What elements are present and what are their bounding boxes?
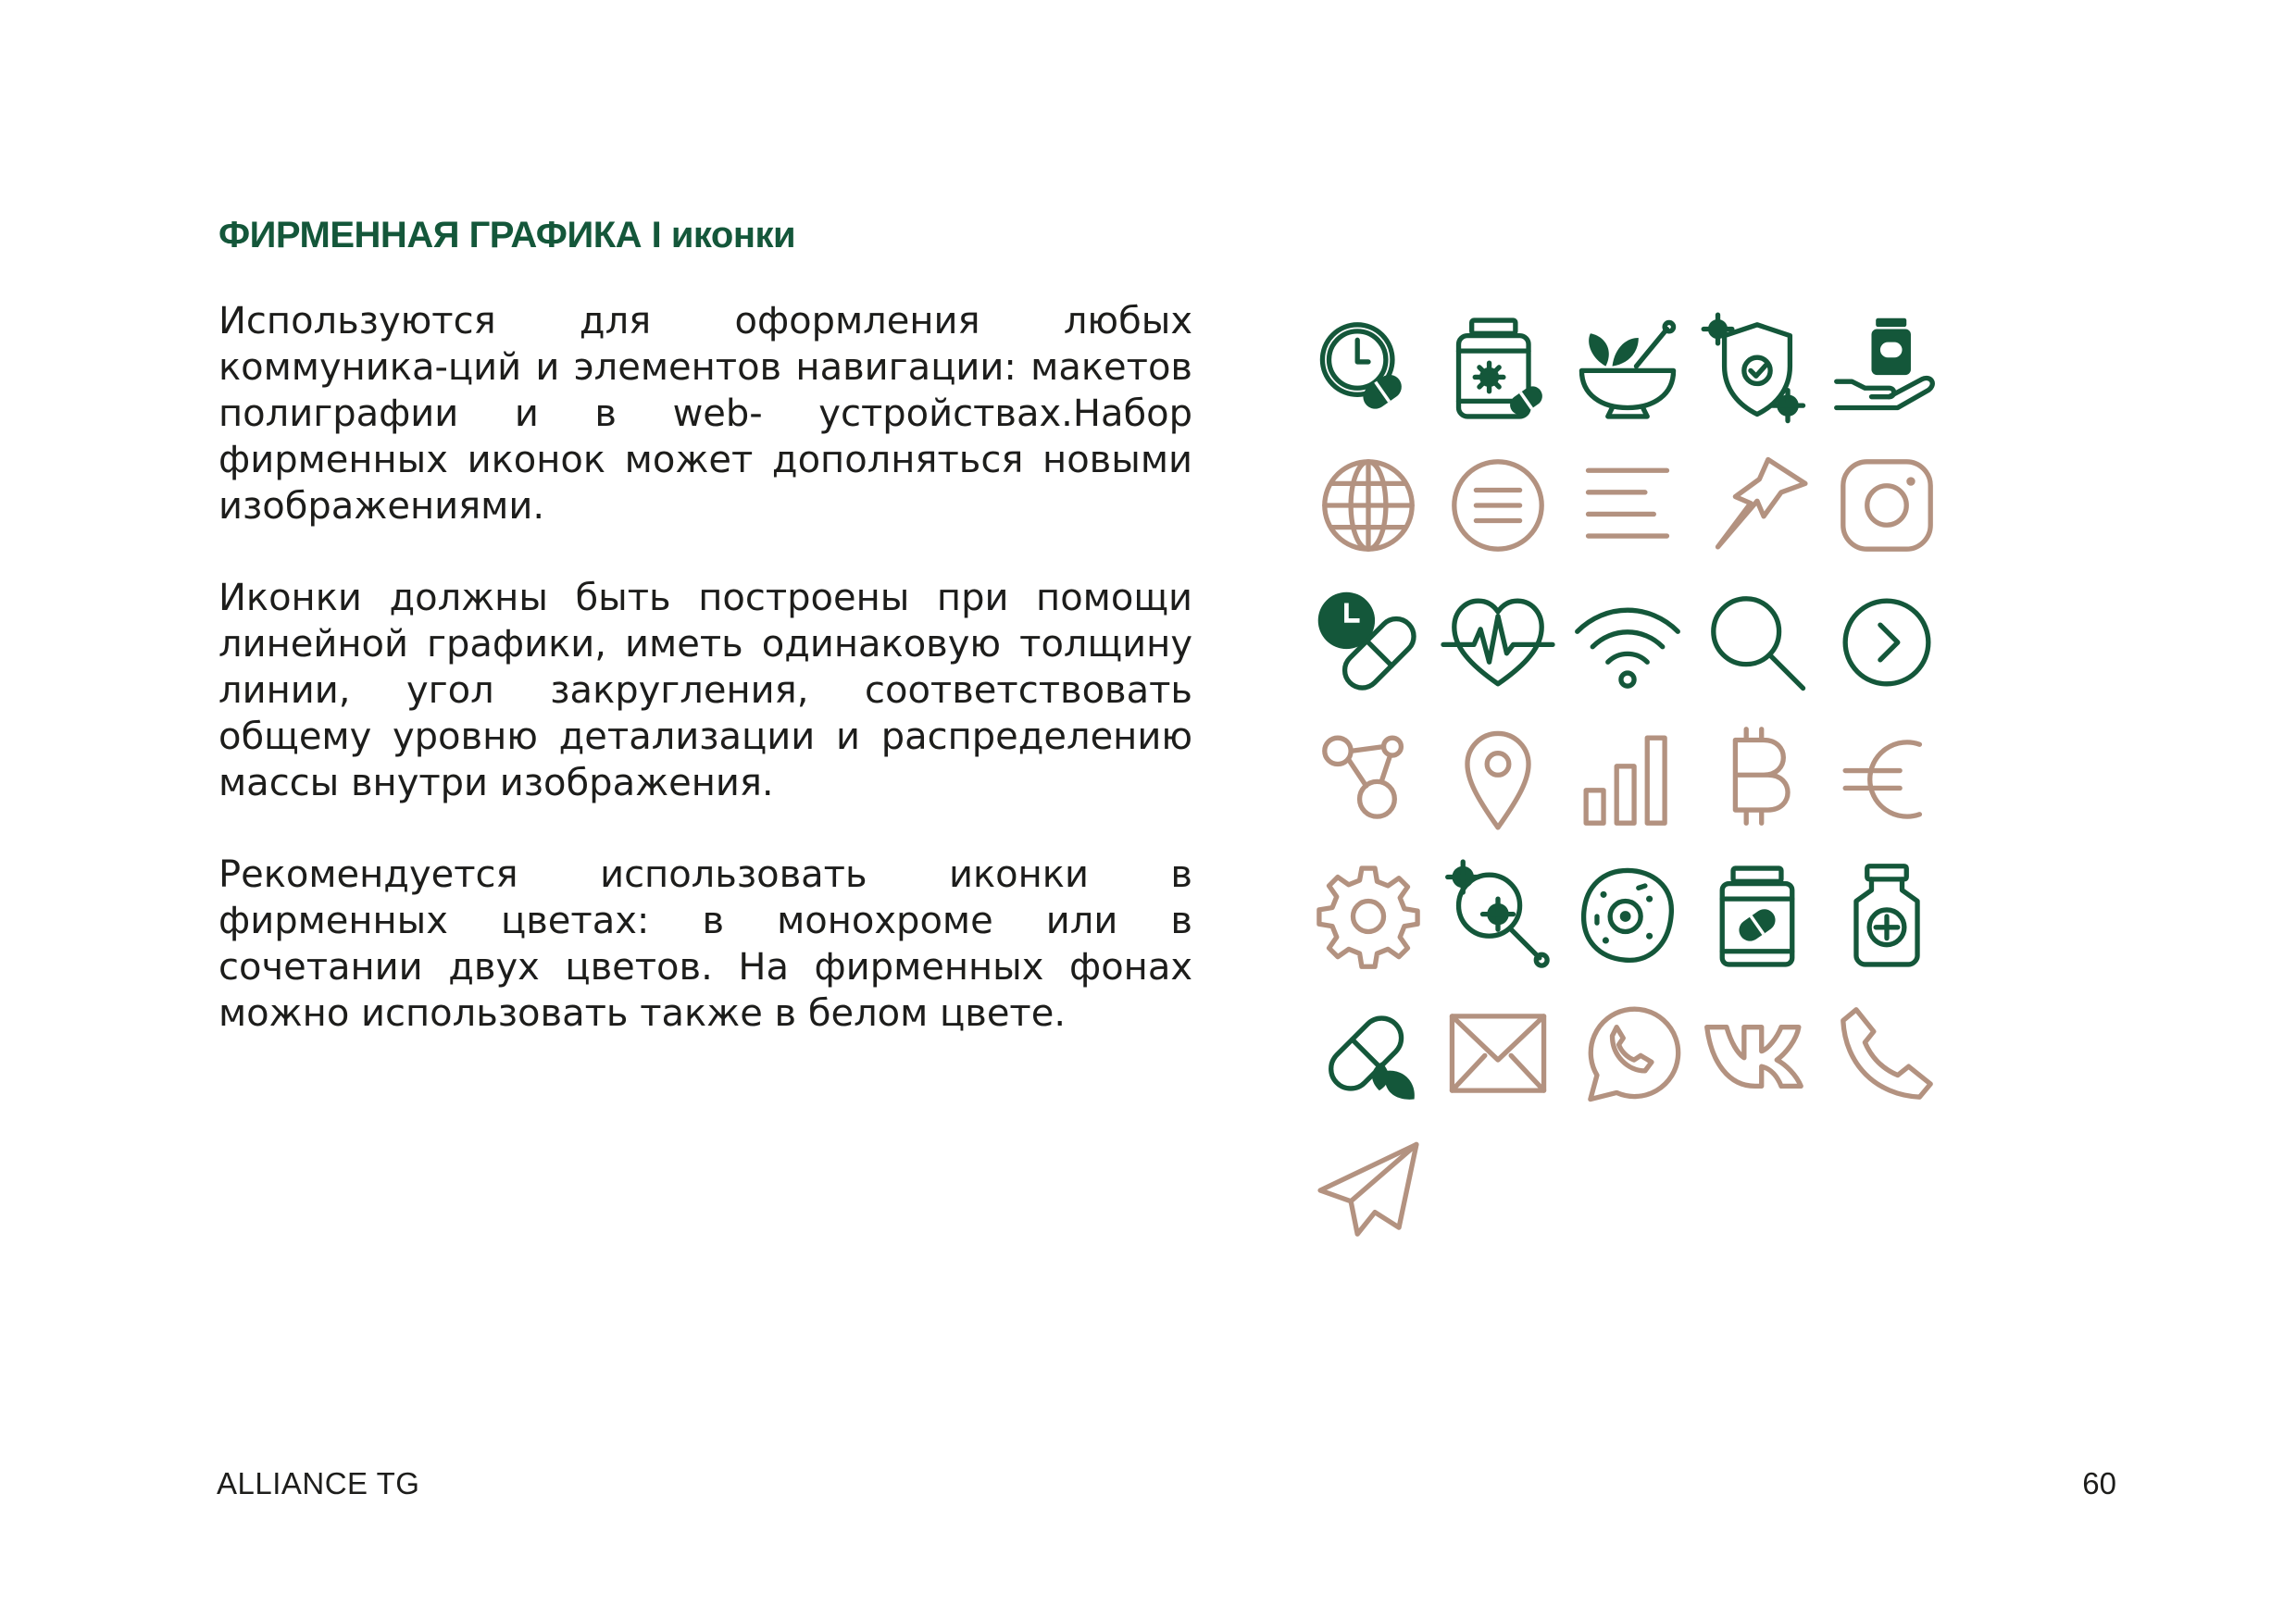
body-text (218, 298, 1192, 1082)
hand-jar-icon (1822, 300, 1952, 437)
clock-pill-icon (1304, 300, 1433, 437)
medicine-bottle-cross-icon (1822, 848, 1952, 985)
gear-icon (1304, 848, 1433, 985)
page-heading: ФИРМЕННАЯ ГРАФИКА I иконки (218, 215, 796, 255)
shield-virus-icon (1692, 300, 1822, 437)
paragraph-usage: Используются для оформления любых коммуника-ций и элементов навигации: макетов полиграфии и в web- устройствах.Набор фирменных иконок может дополняться новыми изображениями. (218, 300, 1192, 528)
magnifier-virus-icon (1433, 848, 1563, 985)
paragraph-construction: Иконки должны быть построены при помощи линейной графики, иметь одинаковую толщину линии, угол закругления, соответствовать общему уровню детализации и распределению массы внутри изображения. (218, 577, 1192, 804)
page-number: 60 (2082, 1466, 2116, 1500)
share-nodes-icon (1304, 711, 1433, 848)
phone-icon (1822, 985, 1952, 1122)
clock-capsule-icon (1304, 574, 1433, 711)
pill-jar-icon (1692, 848, 1822, 985)
wifi-icon (1563, 574, 1692, 711)
icon-set (1304, 300, 1952, 1259)
footer-brand: ALLIANCE TG (217, 1466, 420, 1500)
euro-icon (1822, 711, 1952, 848)
bitcoin-icon (1692, 711, 1822, 848)
bar-chart-icon (1563, 711, 1692, 848)
arrow-right-circle-icon (1822, 574, 1952, 711)
vk-icon (1692, 985, 1822, 1122)
pushpin-icon (1692, 437, 1822, 574)
envelope-icon (1433, 985, 1563, 1122)
heart-pulse-icon (1433, 574, 1563, 711)
paper-plane-icon (1304, 1122, 1433, 1259)
whatsapp-icon (1563, 985, 1692, 1122)
cell-icon (1563, 848, 1692, 985)
mortar-leaf-icon (1563, 300, 1692, 437)
location-pin-icon (1433, 711, 1563, 848)
capsule-leaf-icon (1304, 985, 1433, 1122)
globe-icon (1304, 437, 1433, 574)
paragraph-colors: Рекомендуется использовать иконки в фирменных цветах: в монохроме или в сочетании двух цветов. На фирменных фонах можно использовать также в белом цвете. (218, 853, 1192, 1035)
medicine-jar-virus-icon (1433, 300, 1563, 437)
instagram-icon (1822, 437, 1952, 574)
menu-circle-icon (1433, 437, 1563, 574)
magnifier-icon (1692, 574, 1822, 711)
text-align-icon (1563, 437, 1692, 574)
